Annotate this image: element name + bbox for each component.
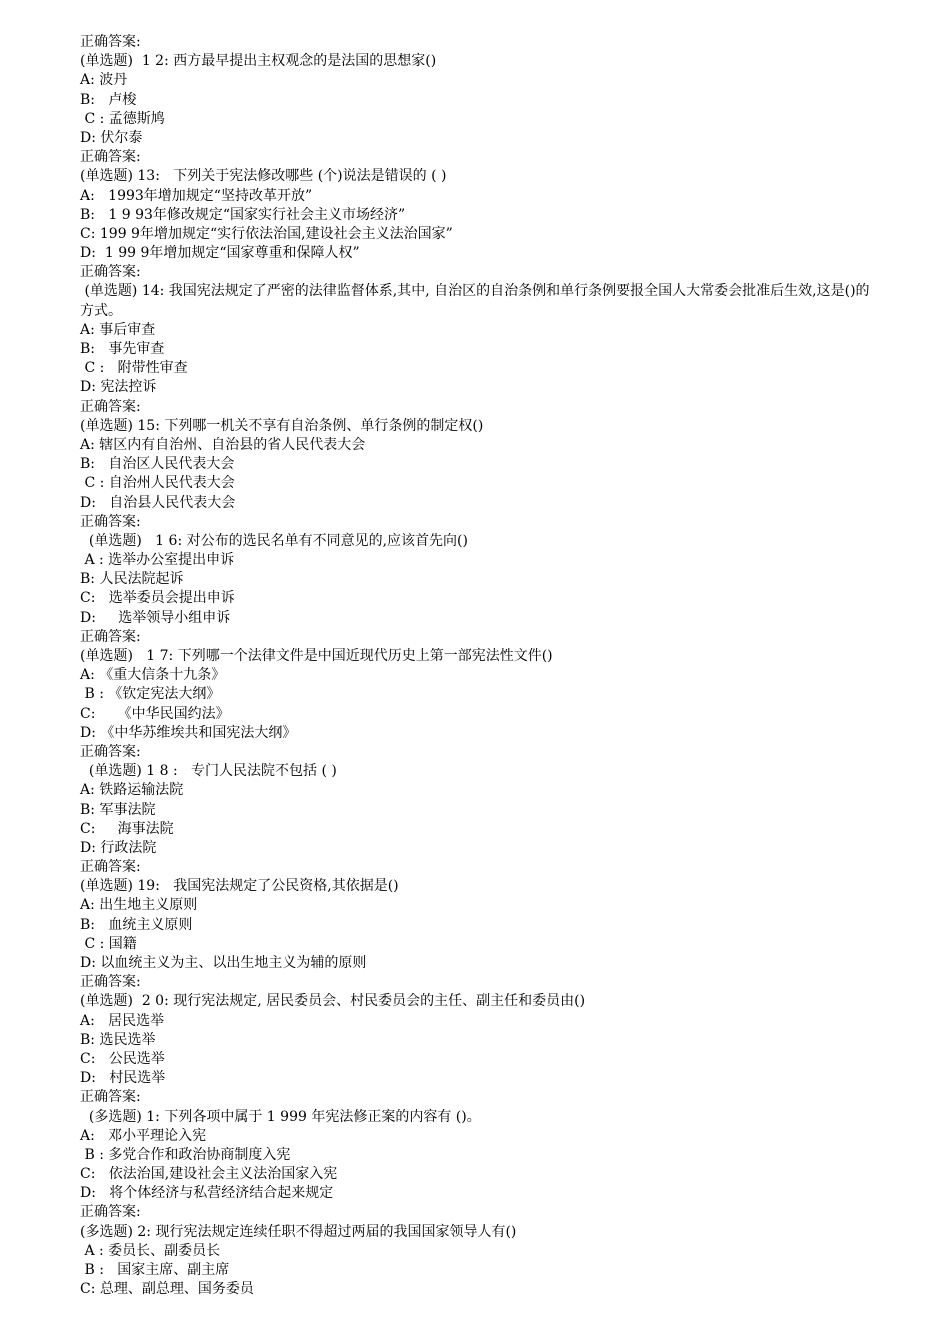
question-18: (单选题) 1 8 : 专门人民法院不包括 ( ) xyxy=(80,763,337,780)
option-b: B: 1 9 93年修改规定“国家实行社会主义市场经济” xyxy=(80,206,406,223)
option-a: A: 事后审查 xyxy=(80,321,156,338)
option-b: B: 自治区人民代表大会 xyxy=(80,456,235,473)
option-a: A: 邓小平理论入宪 xyxy=(80,1127,207,1144)
option-b: B : 多党合作和政治协商制度入宪 xyxy=(80,1146,291,1163)
option-b: B: 选民选举 xyxy=(80,1031,156,1048)
answer-label: 正确答案: xyxy=(80,264,141,281)
question-17: (单选题) 1 7: 下列哪一个法律文件是中国近现代历史上第一部宪法性文件() xyxy=(80,648,553,665)
option-d: D: 伏尔泰 xyxy=(80,129,143,146)
option-c: C : 孟德斯鸠 xyxy=(80,110,165,127)
option-a: A : 委员长、副委员长 xyxy=(80,1242,221,1259)
question-16: (单选题) 1 6: 对公布的选民名单有不同意见的,应该首先向() xyxy=(80,532,468,549)
option-c: C: 199 9年增加规定“实行依法治国,建设社会主义法治国家” xyxy=(80,225,453,242)
document-body xyxy=(80,33,880,1299)
option-a: A: 辖区内有自治州、自治县的省人民代表大会 xyxy=(80,436,366,453)
option-d: D: 行政法院 xyxy=(80,839,157,856)
option-d: D: 自治县人民代表大会 xyxy=(80,494,236,511)
answer-label: 正确答案: xyxy=(80,1089,141,1106)
option-c: C: 依法治国,建设社会主义法治国家入宪 xyxy=(80,1166,338,1183)
question-19: (单选题) 19: 我国宪法规定了公民资格,其依据是() xyxy=(80,878,399,895)
answer-label: 正确答案: xyxy=(80,743,141,760)
option-c: C : 自治州人民代表大会 xyxy=(80,475,235,492)
option-d: D: 宪法控诉 xyxy=(80,379,157,396)
option-b: B : 国家主席、副主席 xyxy=(80,1262,230,1279)
option-c: C: 海事法院 xyxy=(80,820,174,837)
multi-question-2: (多选题) 2: 现行宪法规定连续任职不得超过两届的我国国家领导人有() xyxy=(80,1223,517,1240)
option-b: B: 事先审查 xyxy=(80,341,165,358)
question-14: (单选题) 14: 我国宪法规定了严密的法律监督体系,其中, 自治区的自治条例和单行条例要报全国人大常委会批准后生效,这是()的方式。 xyxy=(80,283,870,319)
option-c: C : 附带性审查 xyxy=(80,360,188,377)
option-a: A: 《重大信条十九条》 xyxy=(80,667,226,684)
option-c: C: 《中华民国约法》 xyxy=(80,705,230,722)
option-d: D: 1 99 9年增加规定“国家尊重和保障人权” xyxy=(80,245,360,262)
answer-label: 正确答案: xyxy=(80,628,141,645)
option-b: B: 卢梭 xyxy=(80,91,137,108)
option-c: C: 选举委员会提出申诉 xyxy=(80,590,235,607)
answer-label: 正确答案: xyxy=(80,1204,141,1221)
option-d: D: 以血统主义为主、以出生地主义为辅的原则 xyxy=(80,955,367,972)
option-a: A : 选举办公室提出申诉 xyxy=(80,552,235,569)
option-b: B: 军事法院 xyxy=(80,801,156,818)
multi-question-1: (多选题) 1: 下列各项中属于 1 999 年宪法修正案的内容有 ()。 xyxy=(80,1108,481,1125)
option-c: C : 国籍 xyxy=(80,935,137,952)
answer-label: 正确答案: xyxy=(80,859,141,876)
question-13: (单选题) 13: 下列关于宪法修改哪些 (个)说法是错误的 ( ) xyxy=(80,168,447,185)
option-a: A: 铁路运输法院 xyxy=(80,782,184,799)
option-a: A: 1993年增加规定“坚持改革开放” xyxy=(80,187,313,204)
option-d: D: 村民选举 xyxy=(80,1070,166,1087)
option-a: A: 居民选举 xyxy=(80,1012,165,1029)
answer-label: 正确答案: xyxy=(80,513,141,530)
option-a: A: 波丹 xyxy=(80,72,128,89)
option-c: C: 总理、副总理、国务委员 xyxy=(80,1281,254,1298)
option-b: B : 《钦定宪法大纲》 xyxy=(80,686,221,703)
answer-label: 正确答案: xyxy=(80,34,141,50)
option-d: D: 选举领导小组申诉 xyxy=(80,609,231,626)
option-a: A: 出生地主义原则 xyxy=(80,897,198,914)
option-b: B: 人民法院起诉 xyxy=(80,571,184,588)
question-12: (单选题) 1 2: 西方最早提出主权观念的是法国的思想家() xyxy=(80,53,437,70)
answer-label: 正确答案: xyxy=(80,149,141,166)
option-b: B: 血统主义原则 xyxy=(80,916,193,933)
question-15: (单选题) 15: 下列哪一机关不享有自治条例、单行条例的制定权() xyxy=(80,417,484,434)
option-d: D: 将个体经济与私营经济结合起来规定 xyxy=(80,1185,334,1202)
answer-label: 正确答案: xyxy=(80,398,141,415)
option-d: D: 《中华苏维埃共和国宪法大纲》 xyxy=(80,724,297,741)
question-20: (单选题) 2 0: 现行宪法规定, 居民委员会、村民委员会的主任、副主任和委员由() xyxy=(80,993,586,1010)
answer-label: 正确答案: xyxy=(80,974,141,991)
option-c: C: 公民选举 xyxy=(80,1050,165,1067)
